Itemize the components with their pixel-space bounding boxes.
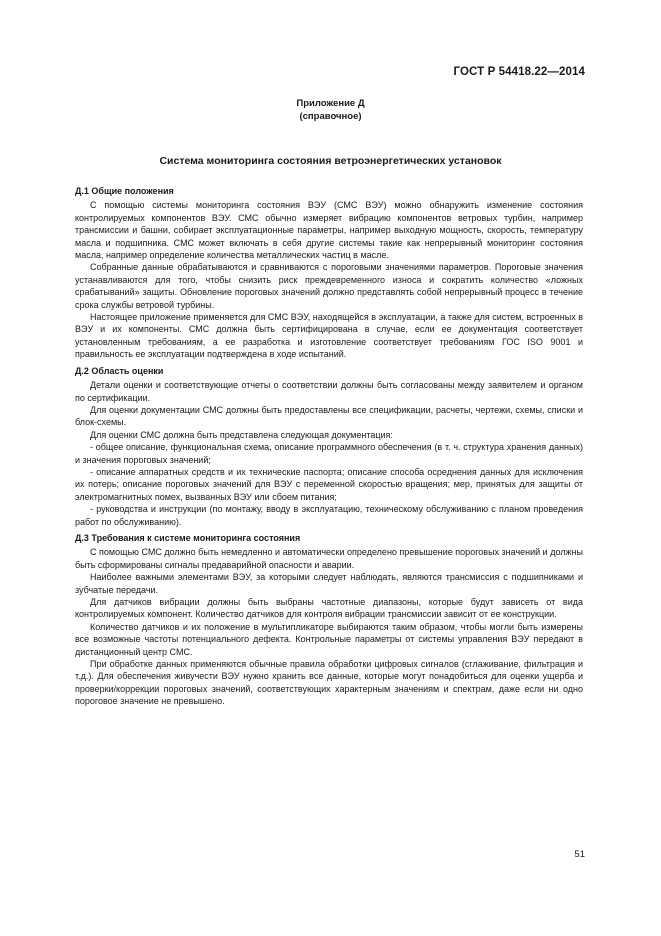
paragraph: С помощью системы мониторинга состояния ВЭУ (СМС ВЭУ) можно обнаружить изменение состояния контролируемых компонентов ВЭУ. СМС обычно измеряет вибрацию компонентов ветровых турбин, например трансмиссии и башни, собирает эксплуатационные параметры, например выходную мощность, скорость, температуру масла и подшипника. СМС может включать в себя другие системы такие как непрерывный мониторинг состояния масла, например определение количества металлических частиц в масле. (75, 200, 583, 261)
paragraph: С помощью СМС должно быть немедленно и автоматически определено превышение пороговых значений и должны быть сформированы сигналы предаварийной опасности и аварии. (75, 547, 583, 570)
section-d1 (75, 185, 583, 361)
paragraph: Для оценки документации СМС должны быть предоставлены все спецификации, расчеты, чертежи, схемы, списки и блок-схемы. (75, 404, 583, 428)
paragraph: Для оценки СМС должна быть представлена следующая документация: (90, 429, 393, 440)
document-title: Система мониторинга состояния ветроэнергетических установок (159, 155, 502, 167)
list-item: - общее описание, функциональная схема, описание программного обеспечения (в т. ч. структура хранения данных) и значения пороговых значений; (75, 442, 583, 465)
paragraph: Количество датчиков и их положение в мультипликаторе выбираются таким образом, чтобы могли быть измерены все возможные частоты потенциального дефекта. Контрольные параметры от системы управления ВЭУ передают в дистанционный центр СМС. (75, 621, 583, 657)
list-item: - описание аппаратных средств и их технические паспорта; описание способа осреднения данных для исключения их потерь; описание пороговых значений для ВЭУ с переменной скоростью вращения; мер, принятых для защиты от электромагнитных помех, вызванных ВЭУ или сбоем питания; (75, 466, 583, 502)
page-number: 51 (574, 849, 585, 860)
paragraph: При обработке данных применяются обычные правила обработки цифровых сигналов (сглаживание, фильтрация и т.д.). Для обеспечения живучести ВЭУ нужно хранить все данные, которые могут понадобиться для оценки ущерба и проверки/коррекции пороговых значений, соответствующих характерным значениям и спектрам, даже если ни одно пороговое значение не превышено. (75, 659, 583, 707)
appendix-heading (0, 97, 661, 123)
document-body (75, 185, 583, 712)
paragraph: Детали оценки и соответствующие отчеты о соответствии должны быть согласованы между заявителем и органом по сертификации. (75, 380, 583, 403)
section-d2 (75, 365, 583, 528)
appendix-label: Приложение Д (296, 98, 365, 109)
paragraph: Собранные данные обрабатываются и сравниваются с пороговыми значениями параметров. Пороговые значения устанавливаются для того, чтобы снизить риск преждевременного износа и сократить количество «ложных срабатываний» защиты. Обновление пороговых значений должно представлять собой непрерывный процесс в течение срока службы ветровой турбины. (75, 262, 583, 310)
section-heading: Д.2 Область оценки (75, 365, 164, 376)
paragraph: Для датчиков вибрации должны быть выбраны частотные диапазоны, которые будут зависеть от вида контролируемых компонент. Количество датчиков для контроля вибрации трансмиссии зависит от ее конструкции. (75, 597, 583, 620)
paragraph: Наиболее важными элементами ВЭУ, за которыми следует наблюдать, являются трансмиссия с подшипниками и зубчатые передачи. (75, 572, 583, 595)
section-d3 (75, 532, 583, 708)
section-heading: Д.1 Общие положения (75, 186, 174, 196)
appendix-type: (справочное) (299, 111, 362, 122)
list-item: - руководства и инструкции (по монтажу, вводу в эксплуатацию, техническому обслуживанию с планом проведения работ по обслуживанию). (75, 504, 583, 527)
standard-header: ГОСТ Р 54418.22—2014 (453, 66, 585, 78)
paragraph: Настоящее приложение применяется для СМС ВЭУ, находящейся в эксплуатации, а также для систем, встроенных в ВЭУ и их компоненты. СМС должна быть сертифицирована в случае, если ее документация соответствует установленным требованиям, а ее разработка и изготовление соответствует требованиям ГОС ISO 9001 и правильность ее эксплуатации подтверждена в ходе испытаний. (75, 312, 583, 360)
section-heading: Д.3 Требования к системе мониторинга состояния (75, 532, 301, 543)
